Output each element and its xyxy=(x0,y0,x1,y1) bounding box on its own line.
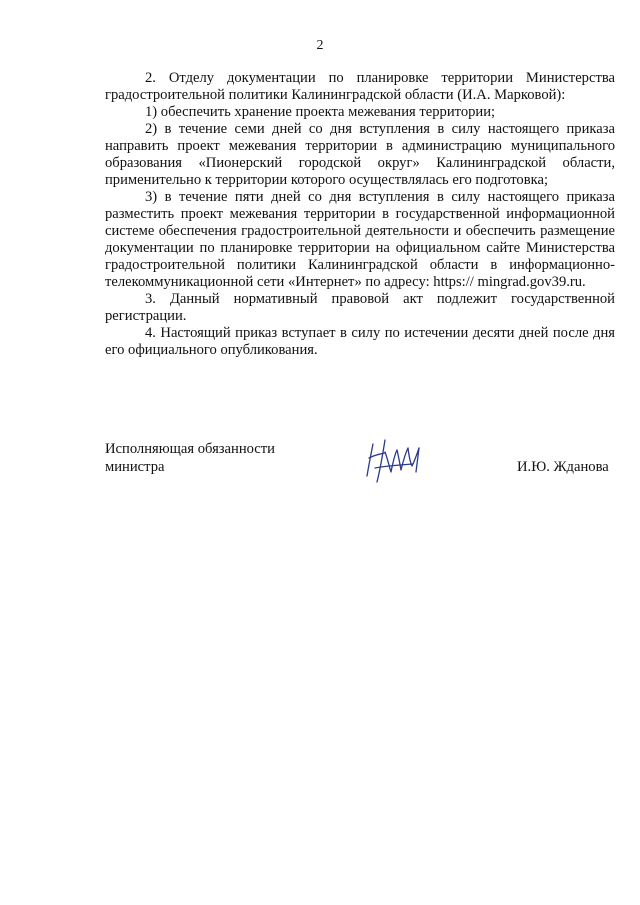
signatory-position xyxy=(105,440,275,476)
signatory-position-line-2: министра xyxy=(105,459,165,475)
handwritten-signature xyxy=(355,432,435,487)
paragraph-item-4: 4. Настоящий приказ вступает в силу по истечении десяти дней после дня его официального опубликования. xyxy=(105,325,615,358)
signatory-name: И.Ю. Жданова xyxy=(517,459,609,475)
document-body xyxy=(105,70,615,359)
page-number: 2 xyxy=(316,38,324,53)
paragraph-subitem-3: 3) в течение пяти дней со дня вступления в силу настоящего приказа разместить проект межевания территории в государственной информационной системе обеспечения градостроительной деятельности и обеспечить размещение документации по планировке территории на официальном сайте Министерства градостроительной политики Калининградской области в информационно-телекоммуникационной сети «Интернет» по адресу: https:// mingrad.gov39.ru. xyxy=(105,189,615,290)
paragraph-subitem-1: 1) обеспечить хранение проекта межевания территории; xyxy=(145,104,496,120)
signatory-position-line-1: Исполняющая обязанности xyxy=(105,441,275,457)
paragraph-item-2: 2. Отделу документации по планировке территории Министерства градостроительной политики Калининградской области (И.А. Марковой): xyxy=(105,70,615,103)
paragraph-subitem-2: 2) в течение семи дней со дня вступления в силу настоящего приказа направить проект межевания территории в администрацию муниципального образования «Пионерский городской округ» Калининградской области, применительно к территории которого осуществлялась его подготовка; xyxy=(105,121,615,188)
paragraph-item-3: 3. Данный нормативный правовой акт подлежит государственной регистрации. xyxy=(105,291,615,324)
